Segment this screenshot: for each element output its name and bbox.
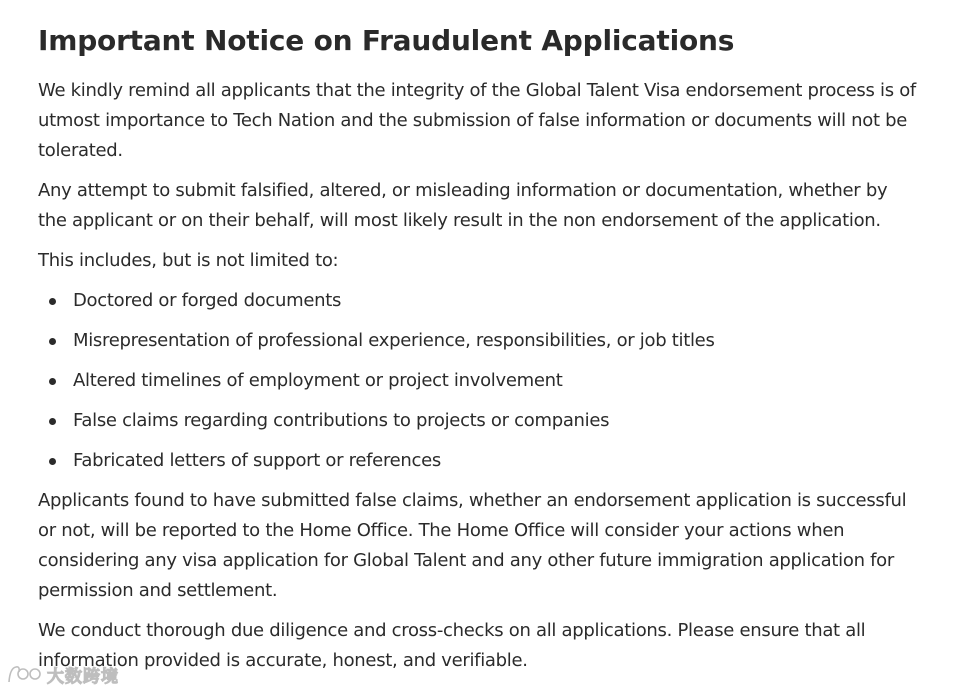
notice-article [38,18,918,686]
watermark [6,660,119,688]
list-item [38,446,918,476]
list-item [38,286,918,316]
list-item-text: Doctored or forged documents [73,290,342,311]
bullet-icon [49,298,56,305]
bullet-icon [49,378,56,385]
list-item-text: Misrepresentation of professional experience, responsibilities, or job titles [73,330,715,351]
consequence-paragraph: Any attempt to submit falsified, altered, or misleading information or documentation, whether by the applicant or on their behalf, will most likely result in the non endorsement of the application. [38,180,888,231]
diligence-paragraph: We conduct thorough due diligence and cross-checks on all applications. Please ensure that all information provided is accurate, honest, and verifiable. [38,620,866,671]
watermark-text: 大数跨境 [47,666,119,687]
intro-paragraph: We kindly remind all applicants that the integrity of the Global Talent Visa endorsement process is of utmost importance to Tech Nation and the submission of false information or documents will not be tolerated. [38,80,916,161]
bullet-icon [49,338,56,345]
list-item-text: False claims regarding contributions to projects or companies [73,410,610,431]
list-item-text: Fabricated letters of support or references [73,450,441,471]
reporting-paragraph: Applicants found to have submitted false claims, whether an endorsement application is successful or not, will be reported to the Home Office. The Home Office will consider your actions when considering any visa application for Global Talent and any other future immigration application for permission and settlement. [38,490,907,601]
list-item [38,326,918,356]
list-intro: This includes, but is not limited to: [38,250,339,271]
page-title: Important Notice on Fraudulent Applications [38,24,735,57]
brand-logo-icon [6,662,44,686]
fraud-examples-list [38,286,918,476]
list-item [38,366,918,396]
bullet-icon [49,458,56,465]
list-item-text: Altered timelines of employment or project involvement [73,370,563,391]
bullet-icon [49,418,56,425]
list-item [38,406,918,436]
